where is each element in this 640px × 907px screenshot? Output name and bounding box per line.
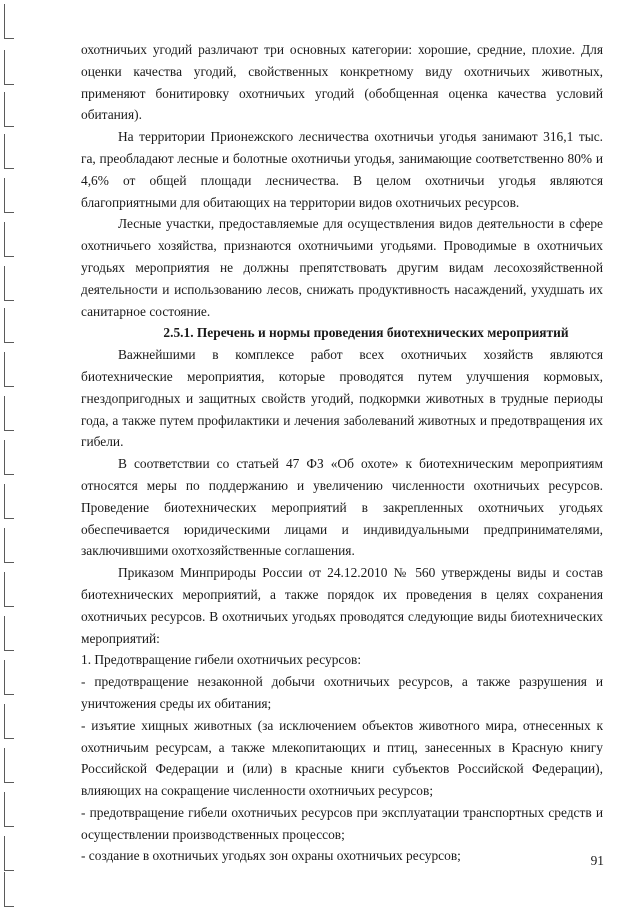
paragraph-4: Важнейшими в комплексе работ всех охотничьих хозяйств являются биотехнические мероприятия, которые проводятся путем улучшения кормовых, гнездопригодных и защитных свойств угодий, подкормки животных в трудные периоды года, а также путем профилактики и лечения заболеваний животных и предотвращения их гибели. (81, 347, 603, 450)
paragraph-6: Приказом Минприроды России от 24.12.2010 № 560 утверждены виды и состав биотехнических мероприятий, а также порядок их проведения в целях сохранения охотничьих ресурсов. В охотничьих угодьях проводятся следующие виды биотехнических мероприятий: (81, 565, 603, 646)
paragraph-2: На территории Прионежского лесничества охотничьи угодья занимают 316,1 тыс. га, преобладают лесные и болотные охотничьи угодья, занимающие соответственно 80% и 4,6% от общей площади лесничества. В целом охотничьи угодья являются благоприятными для обитающих на территории видов охотничьих ресурсов. (81, 129, 603, 210)
paragraph-5: В соответствии со статьей 47 ФЗ «Об охоте» к биотехническим мероприятиям относятся меры по поддержанию и увеличению численности охотничьих ресурсов. Проведение биотехнических мероприятий в закрепленных охотничьих угодьях обеспечивается юридическими лицами и индивидуальными предпринимателями, заключившими охотхозяйственные соглашения. (81, 456, 603, 559)
list-item: - предотвращение гибели охотничьих ресурсов при эксплуатации транспортных средств и осуществлении производственных процессов; (81, 804, 603, 842)
list-title: 1. Предотвращение гибели охотничьих ресурсов: (81, 652, 362, 668)
section-heading: 2.5.1. Перечень и нормы проведения биотехнических мероприятий (163, 325, 569, 341)
paragraph-1: охотничьих угодий различают три основных категории: хорошие, средние, плохие. Для оценки качества угодий, свойственных конкретному виду охотничьих животных, применяют бонитировку охотничьих угодий (обобщенная оценка качества условий обитания). (81, 42, 603, 123)
list-item: - предотвращение незаконной добычи охотничьих ресурсов, а также разрушения и уничтожения среды их обитания; (81, 674, 603, 711)
list-item: - создание в охотничьих угодьях зон охраны охотничьих ресурсов; (81, 848, 461, 864)
document-page (81, 39, 603, 867)
paragraph-3: Лесные участки, предоставляемые для осуществления видов деятельности в сфере охотничьего хозяйства, признаются охотничьими угодьями. Проводимые в охотничьих угодьях мероприятия не должны препятствовать другим видам лесохозяйственной деятельности и использованию лесов, снижать продуктивность насаждений, ухудшать их санитарное состояние. (81, 216, 603, 319)
page-number: 91 (590, 853, 604, 868)
list-item: - изъятие хищных животных (за исключением объектов животного мира, отнесенных к охотничьим ресурсам, а также млекопитающих и птиц, занесенных в Красную книгу Российской Федерации и (или) в красные книги субъектов Российской Федерации), влияющих на сокращение численности охотничьих ресурсов; (81, 717, 603, 799)
binding-edge-marks (0, 0, 40, 905)
